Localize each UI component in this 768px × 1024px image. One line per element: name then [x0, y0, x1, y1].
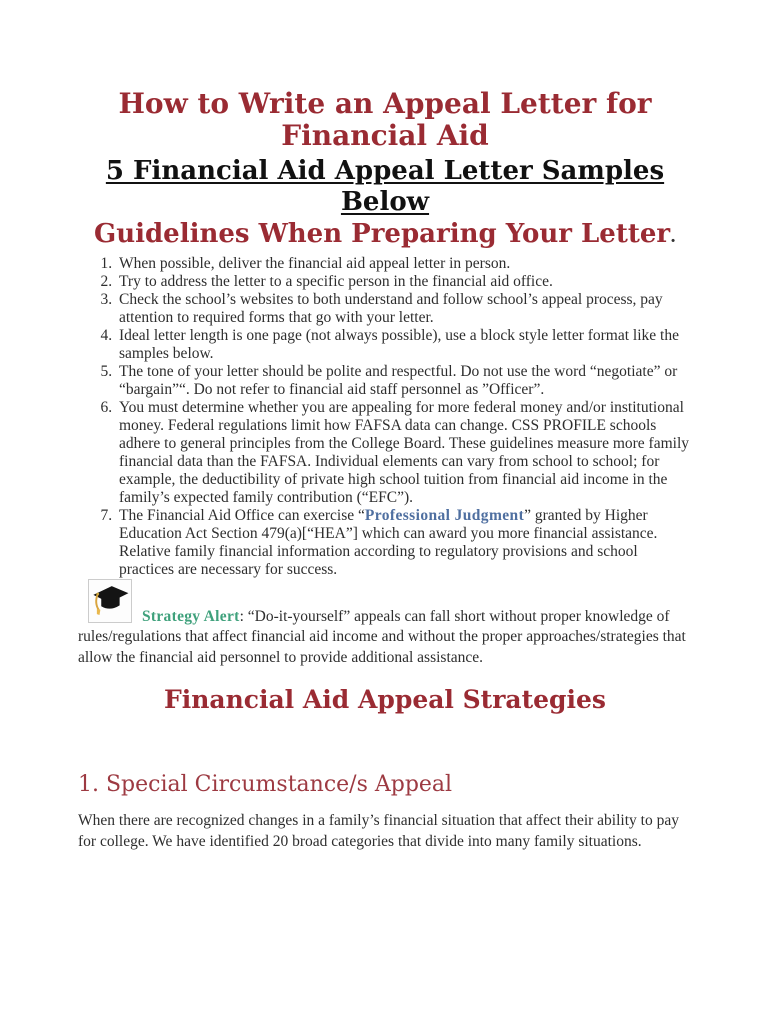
- professional-judgment-link[interactable]: Professional Judgment: [364, 506, 525, 524]
- guidelines-heading: Guidelines When Preparing Your Letter.: [93, 218, 677, 249]
- guideline-item-1: 1. When possible, deliver the financial aid appeal letter in person.: [116, 255, 692, 273]
- page-title: [78, 88, 692, 152]
- samples-title: [78, 156, 692, 216]
- guidelines-heading-period: .: [670, 226, 677, 247]
- strategy-alert-label: Strategy Alert: [142, 607, 240, 625]
- strategy-alert-separator: :: [239, 607, 248, 625]
- guidelines-list: [78, 255, 692, 578]
- page-title-line2: Financial Aid: [281, 119, 489, 153]
- special-circumstance-paragraph: When there are recognized changes in a family’s financial situation that affect their ability to pay for college. We have identified 20 broad categories that divide into many family situations.: [78, 812, 679, 850]
- guideline-item-7: 7. The Financial Aid Office can exercise “Professional Judgment” granted by Higher Education Act Section 479(a)[“HEA”] which can award you more financial assistance. Relative family financial information according to regulatory provisions and school practices are necessary for success.: [116, 507, 692, 579]
- strategy-alert-paragraph: [78, 607, 692, 669]
- guideline-item-5: 5. The tone of your letter should be polite and respectful. Do not use the word “negotiate” or “bargain”“. Do not refer to financial aid staff personnel as ”Officer”.: [116, 363, 692, 399]
- special-circumstance-heading: 1. Special Circumstance/s Appeal: [78, 771, 453, 797]
- guideline-item-6: 6. You must determine whether you are appealing for more federal money and/or institutional money. Federal regulations limit how FAFSA data can change. CSS PROFILE schools adhere to general principles from the College Board. These guidelines measure more family financial data than the FAFSA. Individual elements can vary from school to school; for example, the deductibility of private high school tuition from financial aid income in the family’s expected family contribution (“EFC”).: [116, 399, 692, 507]
- guideline-item-4: 4. Ideal letter length is one page (not always possible), use a block style letter format like the samples below.: [116, 327, 692, 363]
- guideline-item-2: 2. Try to address the letter to a specific person in the financial aid office.: [116, 273, 692, 291]
- page-title-line1: How to Write an Appeal Letter for: [118, 87, 652, 120]
- graduation-cap-icon: [88, 579, 132, 623]
- strategies-heading: Financial Aid Appeal Strategies: [163, 684, 607, 714]
- samples-title-line2: Below: [340, 186, 430, 217]
- samples-title-line1: 5 Financial Aid Appeal Letter Samples: [105, 156, 665, 187]
- strategy-alert-text: “Do-it-yourself” appeals can fall short without proper knowledge of rules/regulations that affect financial aid income and without the proper approaches/strategies that allow the financial aid personnel to provide additional assistance.: [78, 607, 686, 667]
- guideline-item-3: 3. Check the school’s websites to both understand and follow school’s appeal process, pay attention to required forms that go with your letter.: [116, 291, 692, 327]
